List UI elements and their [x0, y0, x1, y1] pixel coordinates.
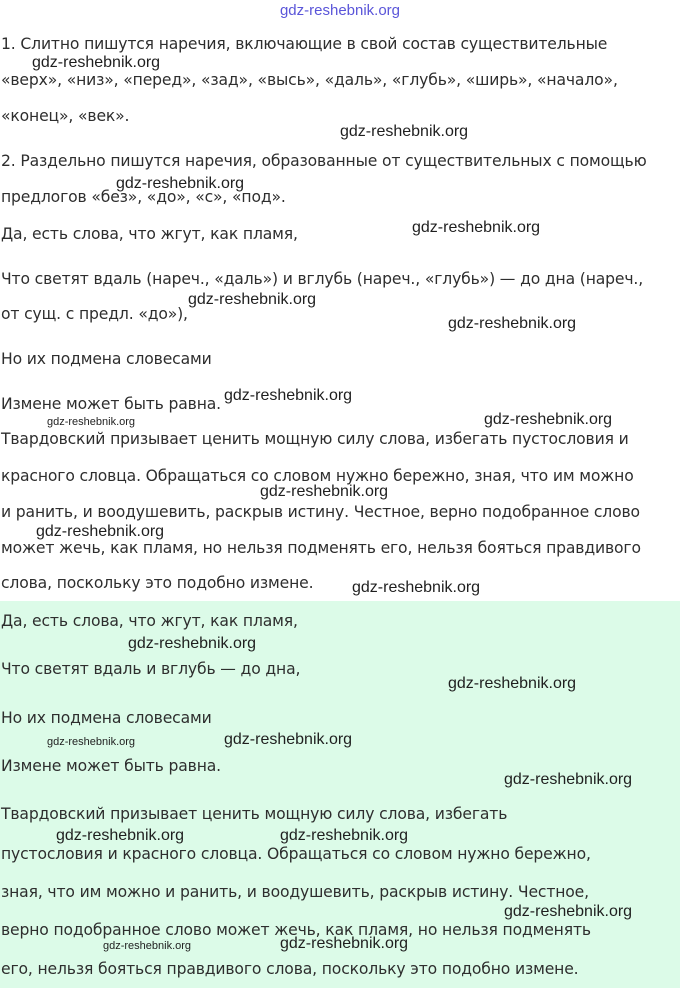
text-line: предлогов «без», «до», «с», «под».	[1, 188, 286, 206]
answer-line: Да, есть слова, что жгут, как пламя,	[1, 612, 298, 630]
text-line: 2. Раздельно пишутся наречия, образованные от существительных с помощью	[1, 152, 647, 170]
answer-line: его, нельзя бояться правдивого слова, поскольку это подобно измене.	[1, 960, 579, 978]
watermark: gdz-reshebnik.org	[56, 827, 185, 844]
header-watermark: gdz-reshebnik.org	[279, 2, 401, 19]
watermark: gdz-reshebnik.org	[224, 731, 353, 748]
watermark: gdz-reshebnik.org	[448, 315, 577, 332]
watermark: gdz-reshebnik.org	[47, 416, 136, 428]
answer-line: верно подобранное слово может жечь, как пламя, но нельзя подменять	[1, 921, 591, 939]
text-line: Да, есть слова, что жгут, как пламя,	[1, 225, 298, 243]
answer-line: зная, что им можно и ранить, и воодушевить, раскрыв истину. Честное,	[1, 883, 589, 901]
watermark: gdz-reshebnik.org	[116, 175, 245, 192]
text-line: Но их подмена словесами	[1, 350, 212, 368]
watermark: gdz-reshebnik.org	[280, 827, 409, 844]
watermark: gdz-reshebnik.org	[260, 483, 389, 500]
watermark: gdz-reshebnik.org	[103, 940, 192, 952]
text-line: «верх», «низ», «перед», «зад», «высь», «даль», «глубь», «ширь», «начало»,	[1, 71, 618, 89]
answer-line: Твардовский призывает ценить мощную силу слова, избегать	[1, 805, 508, 823]
text-line: Измене может быть равна.	[1, 395, 221, 413]
answer-line: Измене может быть равна.	[1, 757, 221, 775]
watermark: gdz-reshebnik.org	[504, 903, 633, 920]
answer-line: Но их подмена словесами	[1, 709, 212, 727]
watermark: gdz-reshebnik.org	[224, 387, 353, 404]
text-line: может жечь, как пламя, но нельзя подменять его, нельзя бояться правдивого	[1, 539, 641, 557]
watermark: gdz-reshebnik.org	[484, 411, 613, 428]
answer-line: пустословия и красного словца. Обращаться со словом нужно бережно,	[1, 845, 591, 863]
watermark: gdz-reshebnik.org	[47, 736, 136, 748]
text-line: Что светят вдаль (нареч., «даль») и вглубь (нареч., «глубь») — до дна (нареч.,	[1, 270, 644, 288]
text-line: от сущ. с предл. «до»),	[1, 305, 188, 323]
watermark: gdz-reshebnik.org	[280, 935, 409, 952]
watermark: gdz-reshebnik.org	[128, 635, 257, 652]
text-line: слова, поскольку это подобно измене.	[1, 574, 314, 592]
text-line: красного словца. Обращаться со словом нужно бережно, зная, что им можно	[1, 467, 634, 485]
answer-line: Что светят вдаль и вглубь — до дна,	[1, 660, 301, 678]
watermark: gdz-reshebnik.org	[32, 54, 161, 71]
text-line: «конец», «век».	[1, 107, 130, 125]
watermark: gdz-reshebnik.org	[412, 219, 541, 236]
watermark: gdz-reshebnik.org	[352, 579, 481, 596]
text-line: Твардовский призывает ценить мощную силу слова, избегать пустословия и	[1, 430, 629, 448]
watermark: gdz-reshebnik.org	[340, 123, 469, 140]
watermark: gdz-reshebnik.org	[448, 675, 577, 692]
watermark: gdz-reshebnik.org	[188, 291, 317, 308]
text-line: и ранить, и воодушевить, раскрыв истину. Честное, верно подобранное слово	[1, 503, 640, 521]
watermark: gdz-reshebnik.org	[36, 523, 165, 540]
text-line: 1. Слитно пишутся наречия, включающие в свой состав существительные	[1, 35, 608, 53]
watermark: gdz-reshebnik.org	[504, 771, 633, 788]
